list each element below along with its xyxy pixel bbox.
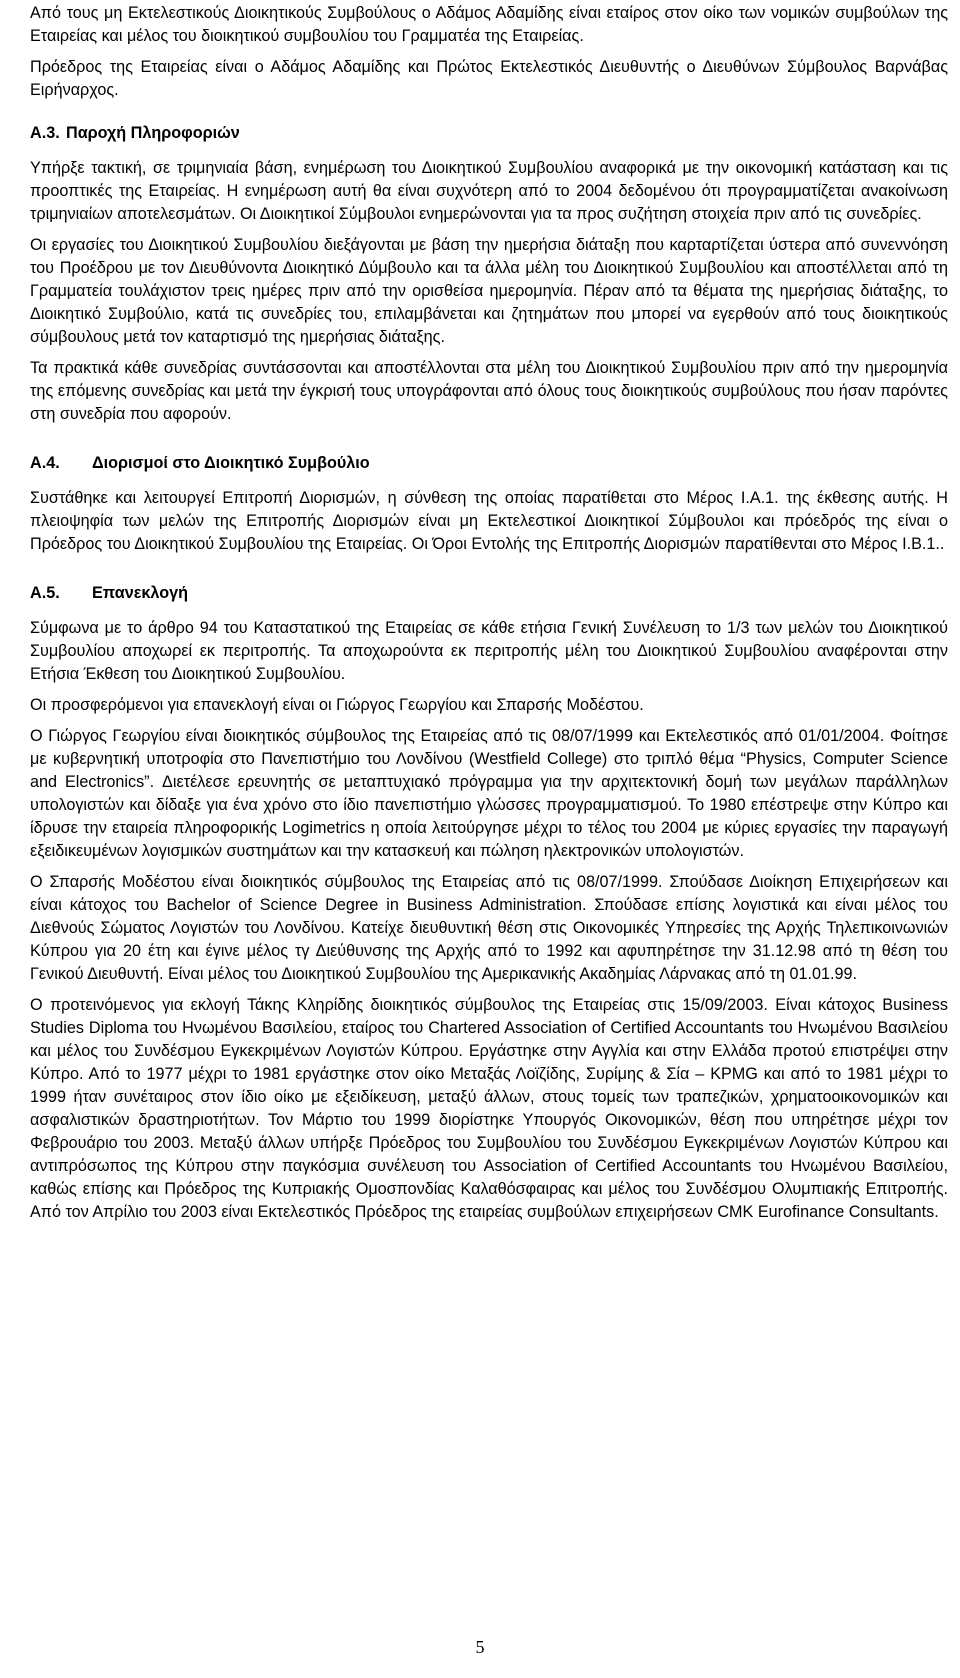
section-a5-paragraph-1: Σύμφωνα με το άρθρο 94 του Καταστατικού της Εταιρείας σε κάθε ετήσια Γενική Συνέλευση το 1/3 των μελών του Διοικητικού Συμβουλίου αποχωρεί εκ περιτροπής. Τα αποχωρούντα εκ περιτροπής μέλη του Διοικητικού Συμβουλίου αναφέρονται στην Ετήσια Έκθεση του Διοικητικού Συμβουλίου. bbox=[30, 619, 948, 683]
section-a5-number: Α.5. bbox=[30, 584, 60, 602]
section-a4-title: Διορισμοί στο Διοικητικό Συμβούλιο bbox=[92, 454, 370, 472]
section-a3-number: Α.3. bbox=[30, 124, 60, 142]
intro-paragraph-1: Από τους μη Εκτελεστικούς Διοικητικούς Συμβούλους ο Αδάμος Αδαμίδης είναι εταίρος στον οίκο των νομικών συμβούλων της Εταιρείας και μέλος του διοικητικού συμβουλίου του Γραμματέα της Εταιρείας. bbox=[30, 4, 948, 45]
section-a4-number: Α.4. bbox=[30, 454, 60, 472]
page-number: 5 bbox=[475, 1637, 485, 1657]
section-a4-heading bbox=[30, 452, 948, 475]
section-a3-title: Παροχή Πληροφοριών bbox=[66, 124, 240, 142]
section-a3-paragraph-1: Υπήρξε τακτική, σε τριμηνιαία βάση, ενημέρωση του Διοικητικού Συμβουλίου αναφορικά με την οικονομική κατάσταση και τις προοπτικές της Εταιρείας. Η ενημέρωση αυτή θα είναι συχνότερη από το 2004 δεδομένου ότι προγραμματίζεται ανακοίνωση τριμηνιαίων αποτελεσμάτων. Οι Διοικητικοί Σύμβουλοι ενημερώνονται για τα προς συζήτηση στοιχεία πριν από τις συνεδρίες. bbox=[30, 159, 948, 223]
section-a5-paragraph-4: Ο Σπαρσής Μοδέστου είναι διοικητικός σύμβουλος της Εταιρείας από τις 08/07/1999. Σπούδασε Διοίκηση Επιχειρήσεων και είναι κάτοχος του Bachelor of Science Degree in Business Administration. Σπούδασε επίσης λογιστικά και είναι μέλος του Διεθνούς Σώματος Λογιστών του Λονδίνου. Κατείχε διευθυντική θέση στις Οικονομικές Υπηρεσίες της Αρχής Τηλεπικοινωνιών Κύπρου για 20 έτη και έγινε μέλος τγ Διεύθυνσης της Αρχής από το 1992 και αφυπηρέτησε την 31.12.98 από τη θέση του Γενικού Διευθυντή. Είναι μέλος του Διοικητικού Συμβουλίου της Αμερικανικής Ακαδημίας Λάρνακας από τη 01.01.99. bbox=[30, 873, 948, 983]
section-a5-title: Επανεκλογή bbox=[92, 584, 188, 602]
intro-paragraph-2: Πρόεδρος της Εταιρείας είναι ο Αδάμος Αδαμίδης και Πρώτος Εκτελεστικός Διευθυντής ο Διευθύνων Σύμβουλος Βαρνάβας Ειρήναρχος. bbox=[30, 58, 948, 99]
section-a3-paragraph-2: Οι εργασίες του Διοικητικού Συμβουλίου διεξάγονται με βάση την ημερήσια διάταξη που καρταρτίζεται ύστερα από συνεννόηση του Προέδρου με τον Διευθύνοντα Διοικητικό Δύμβουλο και τα άλλα μέλη του Διοικητικού Συμβουλίου και αποστέλλεται από τη Γραμματεία τουλάχιστον τρεις ημέρες πριν από την ορισθείσα ημερομηνία. Πέραν από τα θέματα της ημερήσιας διάταξης, το Διοικητικό Συμβούλιο, κατά τις συνεδρίες του, επιλαμβάνεται και ζητημάτων που μπορεί να εγερθούν από τους διοικητικούς σύμβουλους μετά τον καταρτισμό της ημερήσιας διάταξης. bbox=[30, 236, 948, 346]
section-a3-paragraph-3: Τα πρακτικά κάθε συνεδρίας συντάσσονται και αποστέλλονται στα μέλη του Διοικητικού Συμβουλίου πριν από την ημερομηνία της επόμενης συνεδρίας και μετά την έγκρισή τους υπογράφονται από όλους τους διοικητικούς συμβούλους που ήσαν παρόντες στη συνεδρία που αφορούν. bbox=[30, 359, 948, 423]
page-content bbox=[30, 2, 948, 1232]
section-a5-paragraph-2: Οι προσφερόμενοι για επανεκλογή είναι οι Γιώργος Γεωργίου και Σπαρσής Μοδέστου. bbox=[30, 696, 644, 714]
section-a5-paragraph-3: Ο Γιώργος Γεωργίου είναι διοικητικός σύμβουλος της Εταιρείας από τις 08/07/1999 και Εκτελεστικός από 01/01/2004. Φοίτησε με κυβερνητική υποτροφία στο Πανεπιστήμιο του Λονδίνου (Westfield College) στο τριπλό θέμα “Physics, Computer Science and Electronics”. Διετέλεσε ερευνητής σε μεταπτυχιακό πρόγραμμα για την αρχιτεκτονική δομή των μεγάλων παράλληλων υπολογιστών και δίδαξε για ένα χρόνο στο ίδιο πανεπιστήμιο γλώσσες προγραμματισμού. Το 1980 επέστρεψε στην Κύπρο και ίδρυσε την εταιρεία πληροφορικής Logimetrics η οποία λειτούργησε μέχρι το τέλος του 2004 με κύριες εργασίες την παραγωγή εξειδικευμένων λογισμικών συστημάτων και την κατασκευή και πώληση ηλεκτρονικών υπολογιστών. bbox=[30, 727, 948, 860]
section-a5-heading bbox=[30, 582, 948, 605]
section-a3-heading bbox=[30, 122, 948, 145]
section-a4-paragraph-1: Συστάθηκε και λειτουργεί Επιτροπή Διορισμών, η σύνθεση της οποίας παρατίθεται στο Μέρος Ι.Α.1. της έκθεσης αυτής. Η πλειοψηφία των μελών της Επιτροπής Διορισμών είναι μη Εκτελεστικοί Διοικητικοί Σύμβουλοι και πρόεδρός της είναι ο Πρόεδρος του Διοικητικού Συμβουλίου της Εταιρείας. Οι Όροι Εντολής της Επιτροπής Διορισμών παρατίθενται στο Μέρος Ι.Β.1.. bbox=[30, 489, 948, 553]
section-a5-paragraph-5: Ο προτεινόμενος για εκλογή Τάκης Κληρίδης διοικητικός σύμβουλος της Εταιρείας στις 15/09/2003. Είναι κάτοχος Business Studies Diploma του Ηνωμένου Βασιλείου, εταίρος του Chartered Association of Certified Accountants του Ηνωμένου Βασιλείου και μέλος του Συνδέσμου Εγκεκριμένων Λογιστών Κύπρου. Εργάστηκε στην Αγγλία και στην Ελλάδα προτού επιστρέψει στην Κύπρο. Από το 1977 μέχρι το 1981 εργάστηκε στον οίκο Μεταξάς Λοϊζίδης, Συρίμης & Σία – KPMG και από το 1981 μέχρι το 1999 ήταν συνέταιρος στον ίδιο οίκο με εξειδίκευση, μεταξύ άλλων, στους τομείς των τραπεζικών, χρηματοοικονομικών και ασφαλιστικών δραστηριοτήτων. Τον Μάρτιο του 1999 διορίστηκε Υπουργός Οικονομικών, θέση που υπηρέτησε μέχρι τον Φεβρουάριο του 2003. Μεταξύ άλλων υπήρξε Πρόεδρος του Συμβουλίου του Συνδέσμου Εγκεκριμένων Λογιστών Κύπρου και αντιπρόσωπος της Κύπρου στην παγκόσμια συνέλευση του Association of Certified Accountants του Ηνωμένου Βασιλείου, καθώς επίσης και Πρόεδρος της Κυπριακής Ομοσπονδίας Καλαθόσφαιρας και μέλος του Συνδέσμου Ολυμπιακής Επιτροπής. Από τον Απρίλιο του 2003 είναι Εκτελεστικός Πρόεδρος της εταιρείας συμβούλων επιχειρήσεων CMK Eurofinance Consultants. bbox=[30, 996, 948, 1221]
